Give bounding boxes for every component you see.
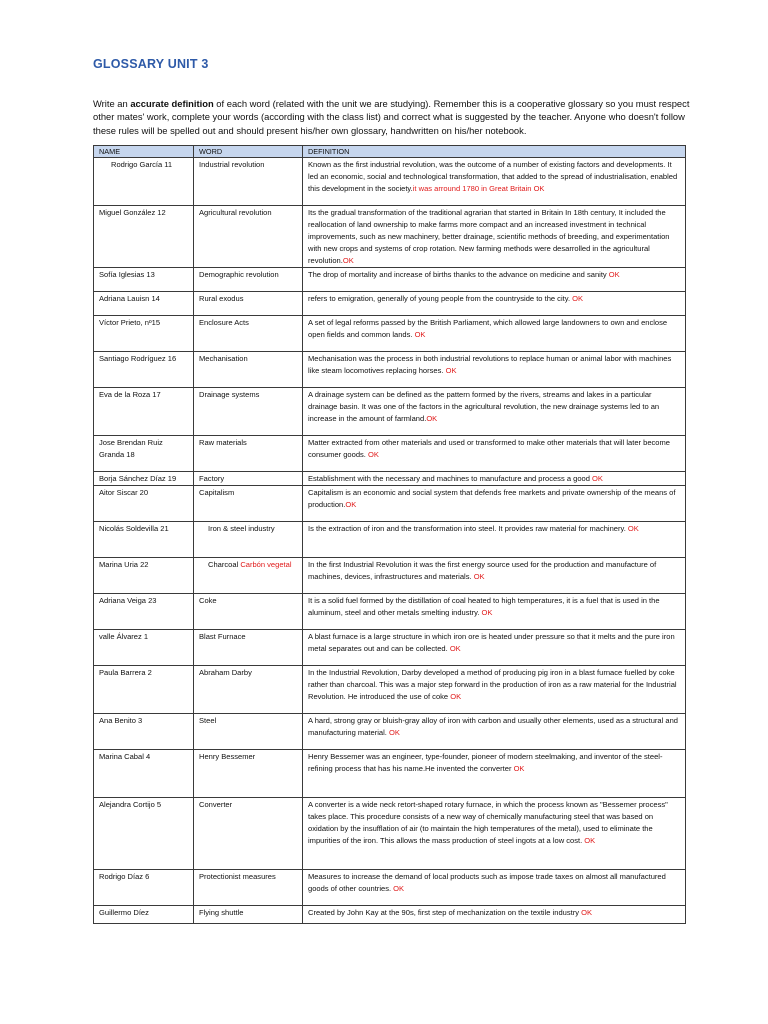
student-name: Eva de la Roza 17: [94, 388, 194, 436]
student-name: Santiago Rodríguez 16: [94, 352, 194, 388]
definition-cell: [303, 798, 686, 870]
definition-text: In the first Industrial Revolution it was the first energy source used for the production and manufacture of machines, devices, infrastructures and materials.: [308, 560, 657, 581]
table-row: [94, 714, 686, 750]
header-word: WORD: [194, 146, 303, 158]
glossary-word: Steel: [194, 714, 303, 750]
definition-cell: [303, 750, 686, 798]
ok-mark: OK: [342, 256, 354, 265]
definition-text: A converter is a wide neck retort-shaped rotary furnace, in which the process known as "Bessemer process" takes place. This procedure consists of a new way of chemically manufacturing steel that was based on oxidation by the insufflation of air (to maintain the high temperatures of the metal), used to eliminate the impurities of the iron. This allows the mass production of steel ingots at a low cost.: [308, 800, 668, 845]
definition-cell: [303, 906, 686, 924]
ok-mark: OK: [345, 500, 357, 509]
intro-bold-phrase: accurate definition: [130, 98, 214, 109]
table-row: [94, 870, 686, 906]
student-name: Miguel González 12: [94, 206, 194, 268]
ok-mark: OK: [426, 414, 438, 423]
student-name: Guillermo Díez: [94, 906, 194, 924]
glossary-word: Henry Bessemer: [194, 750, 303, 798]
page-title: GLOSSARY UNIT 3: [93, 57, 209, 71]
definition-text: Created by John Kay at the 90s, first step of mechanization on the textile industry: [308, 908, 582, 917]
table-row: [94, 798, 686, 870]
glossary-word: Charcoal: [208, 560, 241, 569]
ok-mark: OK: [393, 884, 405, 893]
ok-mark: OK: [608, 270, 620, 279]
definition-text: The drop of mortality and increase of births thanks to the advance on medicine and sanity: [308, 270, 609, 279]
ok-mark: OK: [572, 294, 584, 303]
ok-mark: OK: [414, 330, 426, 339]
ok-mark: OK: [581, 908, 593, 917]
definition-cell: [303, 472, 686, 486]
table-row: [94, 268, 686, 292]
definition-text: A hard, strong gray or bluish-gray alloy of iron with carbon and usually other elements, used as a structural and manufacturing material.: [308, 716, 678, 737]
table-row: [94, 158, 686, 206]
student-name: Alejandra Cortijo 5: [94, 798, 194, 870]
definition-text: A set of legal reforms passed by the British Parliament, which allowed large landowners to own and enclose open fields and common lands.: [308, 318, 668, 339]
ok-mark: OK: [368, 450, 379, 459]
table-row: [94, 630, 686, 666]
table-row: [94, 594, 686, 630]
student-name: Ana Benito 3: [94, 714, 194, 750]
student-name: Víctor Prieto, nº15: [94, 316, 194, 352]
definition-text: refers to emigration, generally of young people from the countryside to the city.: [308, 294, 573, 303]
instructions-paragraph: [93, 97, 693, 137]
definition-text: Mechanisation was the process in both industrial revolutions to replace human or animal labor with machines like steam locomotives replacing horses.: [308, 354, 672, 375]
student-name: Rodrigo Díaz 6: [94, 870, 194, 906]
definition-cell: [303, 158, 686, 206]
table-row: [94, 472, 686, 486]
definition-text: It is a solid fuel formed by the distillation of coal heated to high temperatures, it is a fuel that is used in the aluminum, steel and other metals smelting industry.: [308, 596, 660, 617]
glossary-table: [93, 145, 686, 924]
ok-mark: OK: [627, 524, 639, 533]
ok-mark: OK: [481, 608, 493, 617]
student-name: Marina Cabal 4: [94, 750, 194, 798]
teacher-note: it was arround 1780 in Great Britain OK: [412, 184, 545, 193]
definition-cell: [303, 870, 686, 906]
table-row: [94, 558, 686, 594]
glossary-word: Blast Furnace: [194, 630, 303, 666]
definition-cell: [303, 292, 686, 316]
glossary-word: Protectionist measures: [194, 870, 303, 906]
definition-text: Establishment with the necessary and machines to manufacture and process a good: [308, 474, 593, 483]
student-name: Nicolás Soldevilla 21: [94, 522, 194, 558]
definition-text: In the Industrial Revolution, Darby developed a method of producing pig iron in a blast furnace fuelled by coke rather than charcoal. This was a major step forward in the production of iron as a raw material for the Industrial Revolution. He introduced the use of coke: [308, 668, 677, 701]
ok-mark: OK: [513, 764, 525, 773]
glossary-word: Rural exodus: [194, 292, 303, 316]
definition-text: Is the extraction of iron and the transformation into steel. It provides raw material for machinery.: [308, 524, 628, 533]
glossary-word: Abraham Darby: [194, 666, 303, 714]
definition-cell: [303, 352, 686, 388]
ok-mark: OK: [584, 836, 596, 845]
ok-mark: OK: [450, 692, 462, 701]
intro-text-start: Write an: [93, 98, 131, 109]
student-name: Borja Sánchez Díaz 19: [94, 472, 194, 486]
header-definition: DEFINITION: [303, 146, 686, 158]
table-row: [94, 352, 686, 388]
glossary-word-cell: [194, 558, 303, 594]
student-name: valle Álvarez 1: [94, 630, 194, 666]
student-name: Rodrigo García 11: [94, 158, 194, 206]
ok-mark: OK: [473, 572, 485, 581]
definition-text: A blast furnace is a large structure in which iron ore is heated under pressure so that it melts and the pure iron metal separates out and can be collected.: [308, 632, 675, 653]
definition-cell: [303, 206, 686, 268]
definition-cell: [303, 666, 686, 714]
definition-cell: [303, 268, 686, 292]
definition-text: A drainage system can be defined as the pattern formed by the rivers, streams and lakes in a particular drainage basin. It was one of the factors in the agricultural revolution, the new drainage systems led to an increase in the amount of farmland.: [308, 390, 660, 423]
glossary-word: Drainage systems: [194, 388, 303, 436]
definition-cell: [303, 714, 686, 750]
glossary-word: Agricultural revolution: [194, 206, 303, 268]
glossary-word: Coke: [194, 594, 303, 630]
glossary-word: Raw materials: [194, 436, 303, 472]
definition-cell: [303, 316, 686, 352]
word-translation: Carbón vegetal: [240, 560, 292, 569]
student-name: Paula Barrera 2: [94, 666, 194, 714]
student-name: Marina Uria 22: [94, 558, 194, 594]
student-name: Jose Brendan Ruiz Granda 18: [94, 436, 194, 472]
student-name: Aitor Siscar 20: [94, 486, 194, 522]
table-row: [94, 388, 686, 436]
definition-cell: [303, 594, 686, 630]
definition-cell: [303, 522, 686, 558]
table-row: [94, 486, 686, 522]
definition-text: Henry Bessemer was an engineer, type-founder, pioneer of modern steelmaking, and inventor of the steel-refining process that has his name.He invented the converter: [308, 752, 663, 773]
table-row: [94, 316, 686, 352]
student-name: Sofía Iglesias 13: [94, 268, 194, 292]
glossary-word: Factory: [194, 472, 303, 486]
glossary-word: Mechanisation: [194, 352, 303, 388]
glossary-word: Enclosure Acts: [194, 316, 303, 352]
definition-text: Matter extracted from other materials and used or transformed to make other materials that will later become consumer goods.: [308, 438, 670, 459]
glossary-word: Demographic revolution: [194, 268, 303, 292]
definition-cell: [303, 558, 686, 594]
student-name: Adriana Lauisn 14: [94, 292, 194, 316]
ok-mark: OK: [449, 644, 461, 653]
table-row: [94, 750, 686, 798]
table-row: [94, 436, 686, 472]
definition-text: Its the gradual transformation of the traditional agrarian that started in Britain In 18th century, It included the reallocation of land ownership to make farms more compact and an increased investment in technical improvements, such as new machinery, better drainage, scientific methods of breeding, and experimentation with new crops and systems of crop rotation. New farming methods were desarrolled in the agricultural revolution.: [308, 208, 670, 265]
glossary-word: Industrial revolution: [194, 158, 303, 206]
glossary-word: Iron & steel industry: [194, 522, 303, 558]
definition-cell: [303, 486, 686, 522]
table-row: [94, 292, 686, 316]
definition-text: Capitalism is an economic and social system that defends free markets and private ownership of the means of production.: [308, 488, 676, 509]
table-row: [94, 522, 686, 558]
ok-mark: OK: [592, 474, 603, 483]
student-name: Adriana Veiga 23: [94, 594, 194, 630]
definition-text: Known as the first industrial revolution, was the outcome of a number of existing factors and developments. It led an economic, social and technological transformation, that added to the spread of industrialisation, enabled this development in the society.: [308, 160, 678, 193]
table-header-row: [94, 146, 686, 158]
glossary-word: Flying shuttle: [194, 906, 303, 924]
table-row: [94, 906, 686, 924]
definition-text: Measures to increase the demand of local products such as impose trade taxes on almost all manufactured goods of other countries.: [308, 872, 666, 893]
ok-mark: OK: [445, 366, 457, 375]
header-name: NAME: [94, 146, 194, 158]
table-row: [94, 206, 686, 268]
definition-cell: [303, 630, 686, 666]
definition-cell: [303, 436, 686, 472]
glossary-word: Converter: [194, 798, 303, 870]
intro-text-end: of each word (related with the unit we are studying). Remember this is a cooperative glossary so you must respect other mates' work, complete your words (according with the class list) and correct what is suggested by the teacher. Anyone who doesn't follow these rules will be spelled out and should present his/her own glossary, handwritten on his/her notebook.: [93, 98, 690, 136]
glossary-word: Capitalism: [194, 486, 303, 522]
ok-mark: OK: [388, 728, 400, 737]
definition-cell: [303, 388, 686, 436]
table-row: [94, 666, 686, 714]
